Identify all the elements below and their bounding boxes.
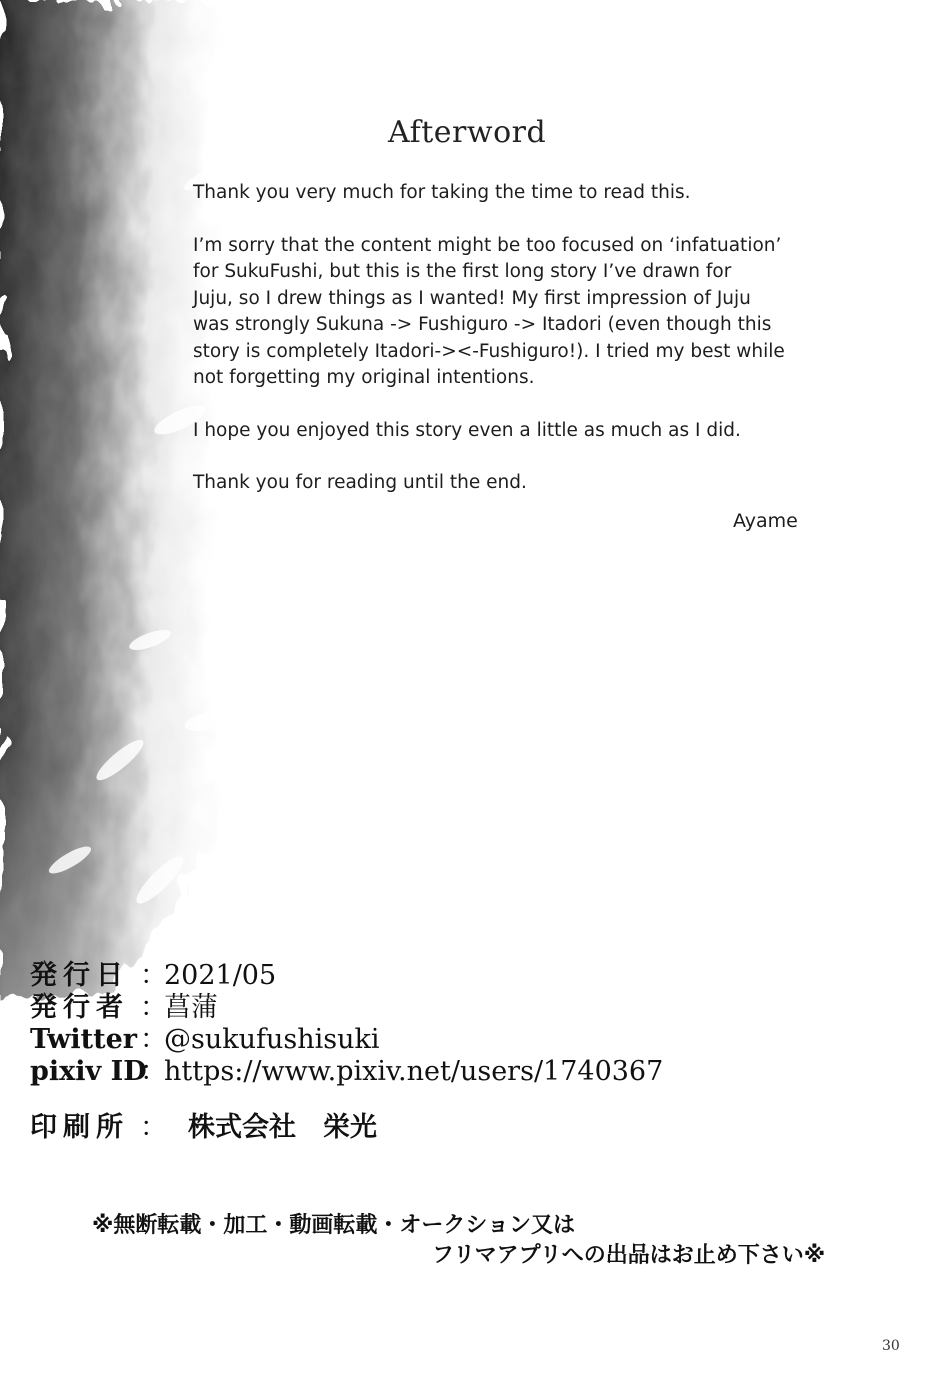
twitter-handle: @sukufushisuki: [164, 1024, 380, 1055]
publisher-value: 菖蒲: [164, 992, 218, 1023]
colophon-release-date: [30, 960, 663, 992]
copyright-notice-line2: フリマアプリへの出品はお止め下さい※: [432, 1243, 826, 1268]
release-date-label: 発行日: [30, 960, 129, 991]
colophon: [30, 960, 663, 1144]
colophon-printer: [30, 1112, 663, 1144]
publisher-label: 発行者: [30, 992, 129, 1023]
pixiv-url: https://www.pixiv.net/users/1740367: [164, 1056, 664, 1087]
afterword-body: [193, 180, 833, 497]
page-number: 30: [882, 1338, 900, 1354]
release-date-value: 2021/05: [164, 960, 277, 991]
colophon-publisher: [30, 992, 663, 1024]
afterword-paragraph: I hope you enjoyed this story even a little as much as I did.: [193, 419, 741, 441]
printer-label: 印刷所: [30, 1112, 129, 1143]
afterword-paragraph: Thank you for reading until the end.: [193, 472, 527, 493]
author-signature: Ayame: [733, 510, 798, 532]
colophon-pixiv: [30, 1056, 663, 1088]
pixiv-label: pixiv ID: [30, 1056, 147, 1087]
separator: ：: [140, 1024, 167, 1055]
separator: ：: [140, 1112, 167, 1143]
copyright-notice-line1: ※無断転載・加工・動画転載・オークション又は: [92, 1213, 575, 1238]
afterword-title: Afterword: [388, 115, 547, 150]
colophon-twitter: [30, 1024, 663, 1056]
separator: ：: [140, 960, 167, 991]
separator: ：: [140, 1056, 167, 1087]
printer-value: 株式会社 栄光: [188, 1112, 377, 1143]
twitter-label: Twitter: [30, 1024, 137, 1055]
separator: ：: [140, 992, 167, 1023]
afterword-paragraph: I’m sorry that the content might be too focused on ‘infatuation’ for SukuFushi, but this is the first long story I’ve drawn for Juju, so I drew things as I wanted! My first impression of Juju was strongly Sukuna -> Fushiguro -> Itadori (even though this story is completely Itadori-><-Fushiguro!). I tried my best while not forgetting my original intentions.: [193, 234, 785, 388]
afterword-paragraph: Thank you very much for taking the time to read this.: [193, 182, 691, 203]
